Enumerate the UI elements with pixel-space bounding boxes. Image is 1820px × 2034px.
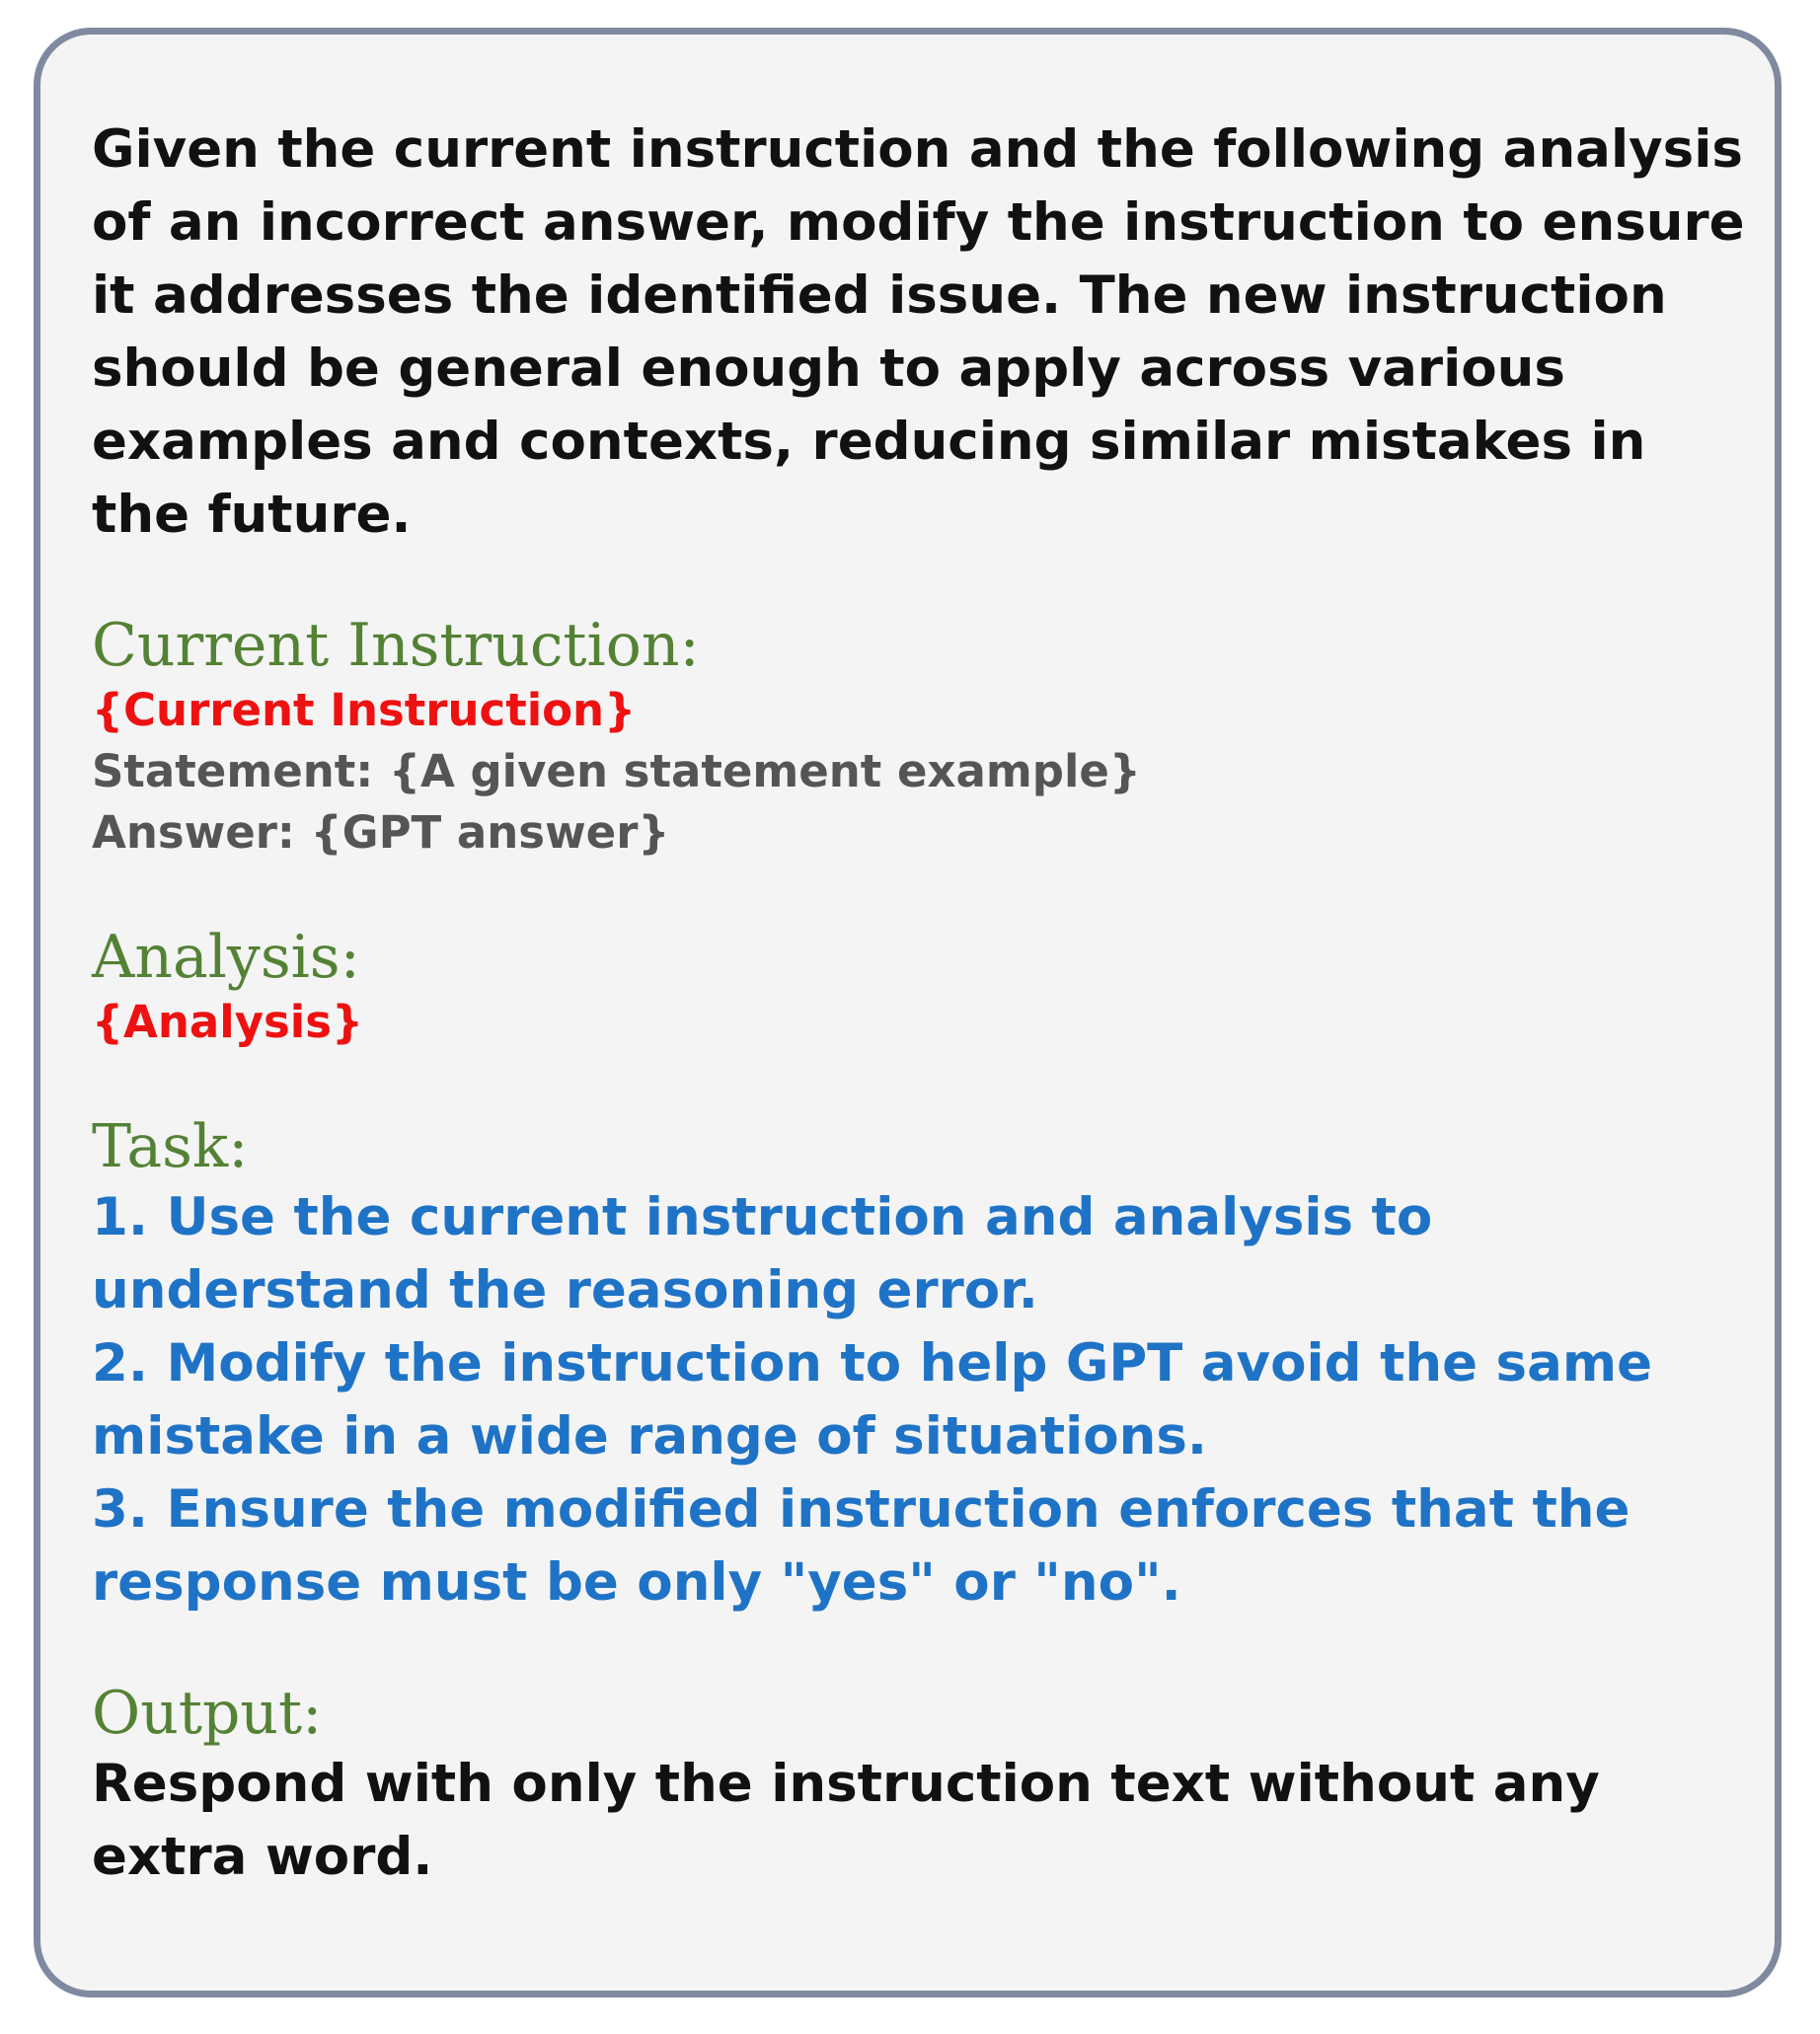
analysis-heading: Analysis: (92, 923, 360, 992)
prompt-card (34, 28, 1782, 1997)
task-item: 1. Use the current instruction and analysis to understand the reasoning error. (92, 1187, 1433, 1320)
output-text: Respond with only the instruction text without any extra word. (92, 1754, 1600, 1887)
task-item: 3. Ensure the modified instruction enforces that the response must be only "yes" or "no". (92, 1479, 1630, 1613)
output-section (92, 1679, 1760, 1894)
task-list (92, 1181, 1760, 1620)
output-heading: Output: (92, 1679, 323, 1748)
task-section (92, 1112, 1760, 1620)
statement-line: Statement: {A given statement example} (92, 745, 1141, 797)
current-instruction-placeholder: {Current Instruction} (92, 684, 637, 736)
current-instruction-heading: Current Instruction: (92, 611, 700, 680)
answer-line: Answer: {GPT answer} (92, 806, 670, 859)
intro-text: Given the current instruction and the following analysis of an incorrect answer, modify the instruction to ensure it addresses the identified issue. The new instruction should be general enough to apply across various examples and contexts, reducing similar mistakes in the future. (92, 119, 1745, 545)
analysis-section (92, 923, 1760, 1053)
prompt-content (92, 113, 1760, 1894)
analysis-placeholder: {Analysis} (92, 996, 364, 1048)
task-item: 2. Modify the instruction to help GPT avoid the same mistake in a wide range of situations. (92, 1333, 1653, 1467)
task-heading: Task: (92, 1112, 249, 1181)
current-instruction-section (92, 611, 1760, 864)
